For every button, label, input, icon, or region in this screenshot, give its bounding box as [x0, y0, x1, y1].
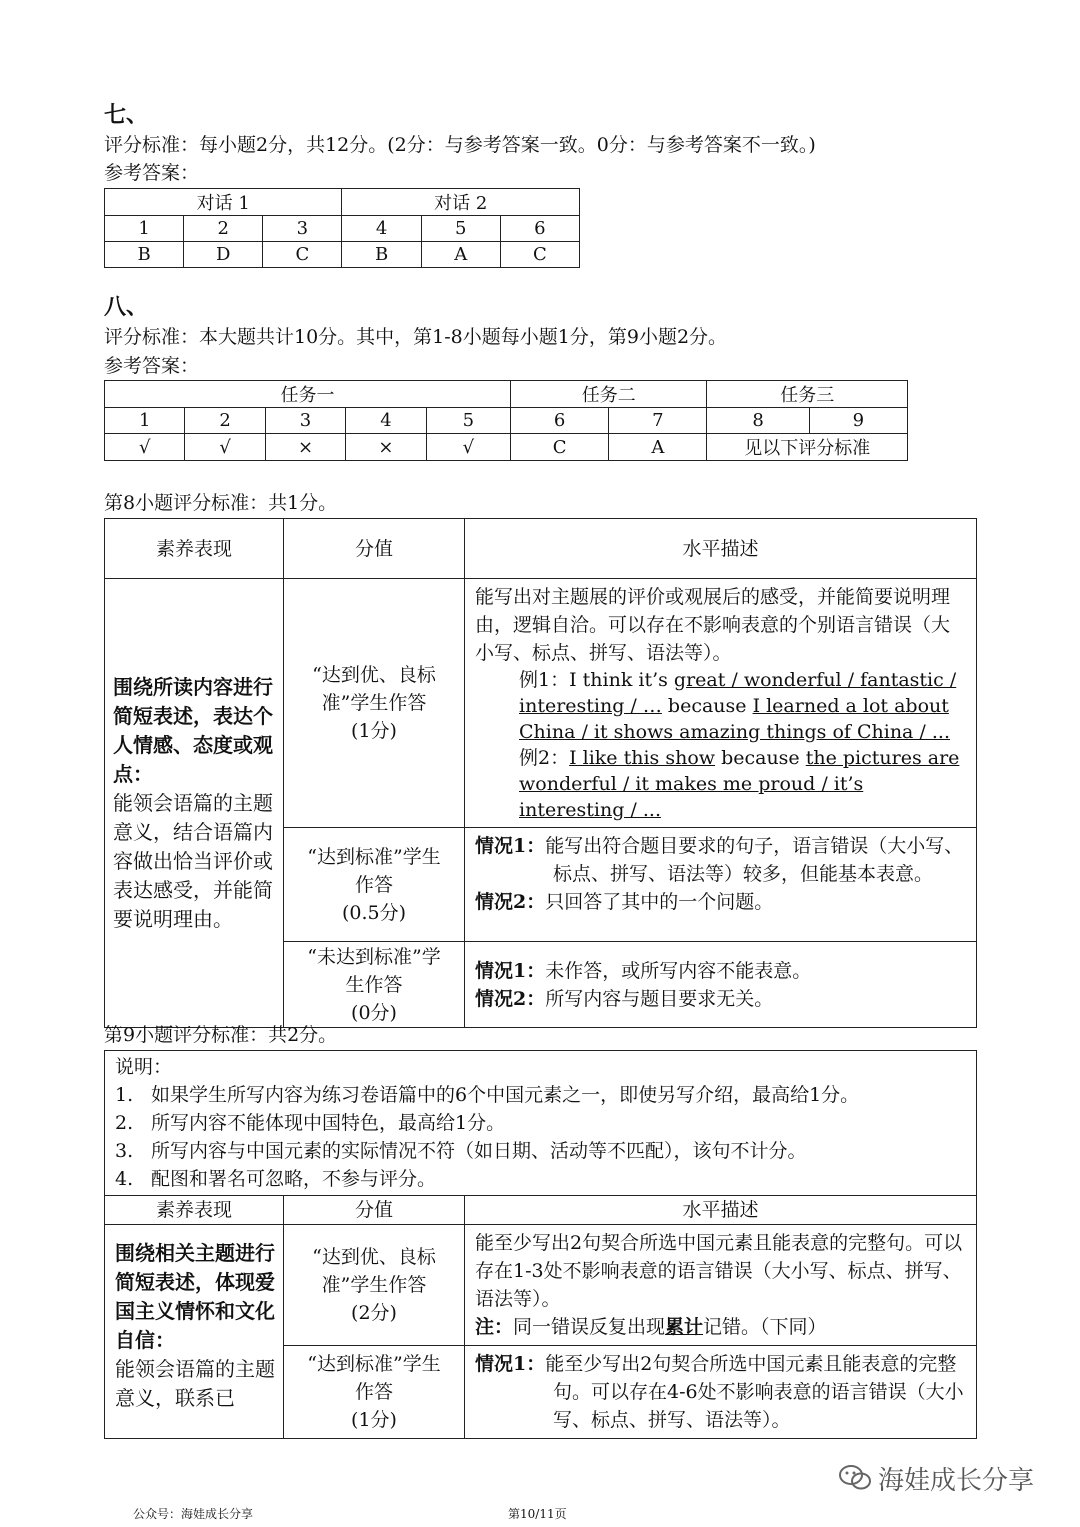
question-number: 6	[500, 216, 579, 242]
level-score: (1分)	[351, 1409, 397, 1431]
example-label: 例1：	[519, 669, 570, 691]
case-label: 情况1：	[475, 959, 546, 982]
answer-cell: A	[609, 434, 707, 461]
note-emphasis: 累计	[665, 1316, 704, 1338]
note-item	[115, 1165, 966, 1193]
question-number: 1	[105, 216, 184, 242]
example-2	[475, 745, 968, 823]
answer-cell: C	[263, 242, 342, 268]
note-number: 1.	[115, 1084, 134, 1106]
answer-cell: C	[510, 434, 608, 461]
level-standard-desc	[465, 828, 977, 942]
header-competency: 素养表现	[105, 1196, 284, 1225]
question-number: 9	[809, 408, 907, 434]
case-1	[475, 1350, 968, 1434]
question-number: 4	[342, 216, 421, 242]
level-score: (1分)	[351, 720, 397, 742]
see-below-cell: 见以下评分标准	[707, 434, 908, 461]
wechat-watermark	[838, 1460, 1034, 1499]
watermark-text: 海娃成长分享	[878, 1466, 1035, 1496]
level-below-desc	[465, 942, 977, 1028]
competency-text: 能领会语篇的主题意义，联系已	[115, 1357, 275, 1410]
level-standard-desc	[465, 1346, 977, 1439]
notes-label: 说明：	[115, 1056, 173, 1078]
q9-rubric-title: 第9小题评分标准：共2分。	[104, 1024, 338, 1046]
level-label: “未达到标准”学生作答	[307, 945, 441, 996]
section-7-heading: 七、	[104, 102, 149, 128]
example-underlined: great / wonderful / fantastic / interesting / …	[519, 669, 957, 717]
example-underlined: the pictures are wonderful / it makes me proud / it’s interesting / ...	[519, 747, 960, 821]
answer-cell: √	[105, 434, 185, 461]
case-text: 未作答，或所写内容不能表意。	[545, 959, 812, 982]
level-excellent	[284, 579, 465, 828]
section-8-answer-table	[104, 380, 908, 461]
competency-bold: 围绕相关主题进行简短表述，体现爱国主义情怀和文化自信：	[115, 1241, 275, 1352]
q8-rubric-title: 第8小题评分标准：共1分。	[104, 492, 338, 514]
answer-cell: ×	[265, 434, 345, 461]
section-7-answer-table	[104, 188, 580, 268]
note-number: 4.	[115, 1168, 134, 1190]
competency-text: 能领会语篇的主题意义，结合语篇内容做出恰当评价或表达感受，并能简要说明理由。	[113, 790, 273, 931]
note-item	[115, 1137, 966, 1165]
case-label: 情况1：	[475, 835, 546, 857]
section-8-standard: 评分标准：本大题共计10分。其中，第1-8小题每小题1分，第9小题2分。	[104, 326, 728, 348]
example-label: 例2：	[519, 747, 570, 769]
answer-cell: √	[426, 434, 510, 461]
level-label: “达到标准”学生作答	[307, 845, 441, 896]
level-excellent-desc	[465, 579, 977, 828]
answer-cell: ×	[346, 434, 426, 461]
note-prefix: 注：	[475, 1316, 514, 1338]
level-score: (0分)	[351, 1001, 397, 1024]
section-8-answer-label: 参考答案：	[104, 355, 200, 377]
question-number: 3	[263, 216, 342, 242]
question-number: 2	[184, 216, 263, 242]
level-below-standard	[284, 942, 465, 1028]
section-7-answer-label: 参考答案：	[104, 162, 200, 184]
group-header: 任务一	[105, 381, 511, 408]
question-number: 5	[426, 408, 510, 434]
question-number: 4	[346, 408, 426, 434]
level-label: “达到标准”学生作答	[307, 1353, 441, 1403]
group-header: 对话 1	[105, 189, 342, 216]
answer-cell: D	[184, 242, 263, 268]
case-label: 情况1：	[475, 1353, 546, 1375]
header-score: 分值	[284, 1196, 465, 1225]
note-text: 同一错误反复出现	[513, 1316, 666, 1338]
example-text: because	[715, 747, 806, 769]
note-text: 配图和署名可忽略，不参与评分。	[151, 1168, 437, 1190]
example-text: I think it’s	[569, 669, 674, 691]
note-text: 如果学生所写内容为练习卷语篇中的6个中国元素之一，即使另写介绍，最高给1分。	[151, 1084, 860, 1106]
group-header: 对话 2	[342, 189, 580, 216]
case-label: 情况2：	[475, 987, 546, 1010]
level-score: (2分)	[351, 1302, 397, 1324]
header-description: 水平描述	[465, 519, 977, 579]
question-number: 6	[510, 408, 608, 434]
example-text: because	[661, 695, 753, 717]
header-competency: 素养表现	[105, 519, 284, 579]
case-text: 所写内容与题目要求无关。	[545, 987, 774, 1010]
example-underlined: I learned a lot about China / it shows amazing things of China / ...	[519, 695, 950, 743]
q8-rubric-table	[104, 518, 977, 1028]
question-number: 1	[105, 408, 185, 434]
question-number: 8	[707, 408, 809, 434]
note-text: 记错。（下同）	[703, 1316, 827, 1338]
level-standard	[284, 828, 465, 942]
note-item	[115, 1081, 966, 1109]
group-header: 任务三	[707, 381, 908, 408]
note-number: 3.	[115, 1140, 134, 1162]
note-item	[115, 1109, 966, 1137]
case-label: 情况2：	[475, 891, 546, 913]
case-text: 能写出符合题目要求的句子，语言错误（大小写、标点、拼写、语法等）较多，但能基本表意。	[545, 835, 964, 885]
section-8-heading: 八、	[104, 294, 149, 320]
note-line	[475, 1313, 968, 1341]
answer-cell: B	[342, 242, 421, 268]
level-label: “达到优、良标准”学生作答	[312, 664, 436, 714]
competency-bold: 围绕所读内容进行简短表述，表达个人情感、态度或观点：	[113, 674, 273, 786]
answer-cell: C	[500, 242, 579, 268]
case-text: 只回答了其中的一个问题。	[545, 891, 774, 913]
question-number: 2	[185, 408, 265, 434]
note-text: 所写内容不能体现中国特色，最高给1分。	[151, 1112, 506, 1134]
competency-cell	[105, 579, 284, 1028]
answer-cell: √	[185, 434, 265, 461]
case-1	[475, 832, 968, 888]
question-number: 3	[265, 408, 345, 434]
case-text: 能至少写出2句契合所选中国元素且能表意的完整句。可以存在4-6处不影响表意的语言错误（大小写、标点、拼写、语法等）。	[545, 1353, 964, 1431]
group-header: 任务二	[510, 381, 707, 408]
desc-text: 能写出对主题展的评价或观展后的感受，并能简要说明理由，逻辑自洽。可以存在不影响表意的个别语言错误（大小写、标点、拼写、语法等）。	[475, 586, 951, 664]
level-excellent	[284, 1225, 465, 1346]
example-underlined: I like this show	[569, 747, 716, 769]
footer-account: 公众号：海娃成长分享	[133, 1507, 254, 1521]
answer-cell: A	[421, 242, 500, 268]
level-excellent-desc	[465, 1225, 977, 1346]
section-7-standard: 评分标准：每小题2分，共12分。(2分：与参考答案一致。0分：与参考答案不一致。)	[104, 134, 816, 156]
case-2	[475, 985, 968, 1013]
footer-page-number: 第10/11页	[508, 1507, 567, 1521]
level-standard	[284, 1346, 465, 1439]
case-1	[475, 957, 968, 985]
wechat-icon	[838, 1464, 872, 1499]
note-text: 所写内容与中国元素的实际情况不符（如日期、活动等不匹配），该句不计分。	[151, 1140, 807, 1162]
answer-cell: B	[105, 242, 184, 268]
note-number: 2.	[115, 1112, 134, 1134]
case-2	[475, 888, 968, 916]
q9-rubric-table	[104, 1050, 977, 1439]
competency-cell	[105, 1225, 284, 1439]
question-number: 7	[609, 408, 707, 434]
example-1	[475, 667, 968, 745]
desc-text: 能至少写出2句契合所选中国元素且能表意的完整句。可以存在1-3处不影响表意的语言错误（大小写、标点、拼写、语法等）。	[475, 1232, 963, 1310]
level-label: “达到优、良标准”学生作答	[312, 1246, 436, 1296]
level-score: (0.5分)	[341, 901, 407, 924]
header-score: 分值	[284, 519, 465, 579]
header-description: 水平描述	[465, 1196, 977, 1225]
q9-notes	[105, 1051, 977, 1196]
question-number: 5	[421, 216, 500, 242]
